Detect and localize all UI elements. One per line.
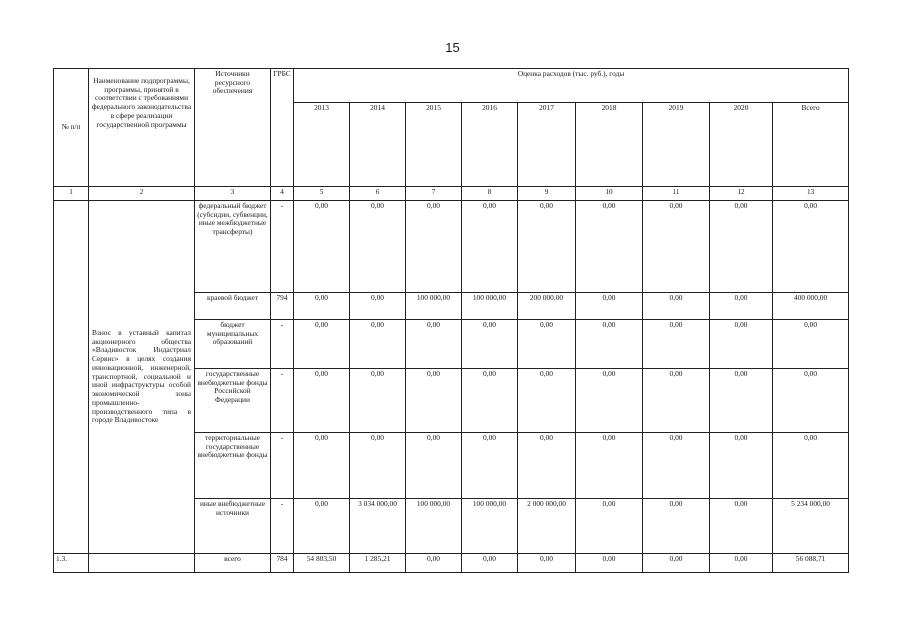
column-number: 12 (710, 187, 773, 201)
source-name: бюджет муниципальных образований (195, 320, 271, 369)
value-cell: 0,00 (350, 320, 406, 369)
value-cell: 3 034 000,00 (350, 499, 406, 554)
header-year: 2016 (462, 103, 518, 187)
value-cell: 0,00 (350, 201, 406, 293)
header-total: Всего (773, 103, 849, 187)
grbs-code: - (271, 499, 294, 554)
value-cell: 0,00 (350, 369, 406, 433)
header-year: 2020 (710, 103, 773, 187)
row-num: 1.3. (54, 554, 89, 573)
header-sources: Источники ресурсного обеспечения (195, 69, 271, 187)
grbs-code: - (271, 320, 294, 369)
value-cell: 0,00 (518, 201, 576, 293)
header-name: Наименование подпрограммы, программы, принятой в соответствии с требованиями федерального законодательства в сфере реализации государственной программы (89, 69, 195, 187)
value-cell: 54 803,50 (294, 554, 350, 573)
grbs-code: - (271, 201, 294, 293)
value-cell: 56 088,71 (773, 554, 849, 573)
item-description: Взнос в уставный капитал акционерного общества «Владивосток Индастриал Сервис» в целях создания инновационной, инженерной, транспортной, социальной и иной инфраструктуры особой экономической зоны промышленно-производственного типа в городе Владивостоке (89, 201, 195, 554)
value-cell: 200 000,00 (518, 293, 576, 320)
value-cell: 0,00 (294, 201, 350, 293)
value-cell: 400 000,00 (773, 293, 849, 320)
budget-table (53, 68, 849, 573)
column-number-row (54, 187, 849, 201)
value-cell: 0,00 (294, 499, 350, 554)
value-cell: 0,00 (406, 369, 462, 433)
value-cell: 0,00 (518, 320, 576, 369)
header-year: 2015 (406, 103, 462, 187)
value-cell: 0,00 (710, 554, 773, 573)
column-number: 9 (518, 187, 576, 201)
column-number: 2 (89, 187, 195, 201)
value-cell: 100 000,00 (462, 499, 518, 554)
value-cell: 0,00 (710, 320, 773, 369)
header-num: № п/п (54, 69, 89, 187)
column-number: 6 (350, 187, 406, 201)
value-cell: 0,00 (406, 433, 462, 499)
header-year: 2018 (576, 103, 643, 187)
column-number: 4 (271, 187, 294, 201)
value-cell: 0,00 (462, 320, 518, 369)
column-number: 10 (576, 187, 643, 201)
value-cell: 0,00 (576, 499, 643, 554)
table-row (54, 201, 849, 293)
value-cell: 0,00 (576, 293, 643, 320)
value-cell: 0,00 (518, 369, 576, 433)
source-name: государственные внебюджетные фонды Российской Федерации (195, 369, 271, 433)
value-cell: 0,00 (643, 201, 710, 293)
source-name: краевой бюджет (195, 293, 271, 320)
grbs-code: 794 (271, 293, 294, 320)
value-cell: 100 000,00 (462, 293, 518, 320)
value-cell: 0,00 (710, 499, 773, 554)
value-cell: 0,00 (576, 369, 643, 433)
value-cell: 0,00 (294, 433, 350, 499)
value-cell: 5 234 000,00 (773, 499, 849, 554)
value-cell: 0,00 (773, 433, 849, 499)
row-name-cell (89, 554, 195, 573)
value-cell: 0,00 (294, 293, 350, 320)
header-year: 2014 (350, 103, 406, 187)
value-cell: 0,00 (406, 320, 462, 369)
value-cell: 0,00 (643, 499, 710, 554)
value-cell: 0,00 (643, 293, 710, 320)
value-cell: 0,00 (294, 320, 350, 369)
value-cell: 0,00 (576, 554, 643, 573)
value-cell: 0,00 (643, 320, 710, 369)
value-cell: 0,00 (462, 369, 518, 433)
column-number: 7 (406, 187, 462, 201)
header-year: 2017 (518, 103, 576, 187)
value-cell: 1 285,21 (350, 554, 406, 573)
table-row-total (54, 554, 849, 573)
header-estimate: Оценка расходов (тыс. руб.), годы (294, 69, 849, 103)
value-cell: 0,00 (518, 554, 576, 573)
value-cell: 0,00 (462, 201, 518, 293)
value-cell: 0,00 (773, 201, 849, 293)
header-grbs: ГРБС (271, 69, 294, 187)
source-name: всего (195, 554, 271, 573)
value-cell: 0,00 (710, 369, 773, 433)
value-cell: 0,00 (576, 201, 643, 293)
value-cell: 0,00 (406, 201, 462, 293)
column-number: 13 (773, 187, 849, 201)
value-cell: 0,00 (350, 293, 406, 320)
grbs-code: - (271, 433, 294, 499)
column-number: 8 (462, 187, 518, 201)
grbs-code: - (271, 369, 294, 433)
value-cell: 0,00 (518, 433, 576, 499)
grbs-code: 784 (271, 554, 294, 573)
value-cell: 0,00 (773, 369, 849, 433)
value-cell: 0,00 (643, 433, 710, 499)
page-number: 15 (445, 40, 460, 55)
header-year: 2013 (294, 103, 350, 187)
value-cell: 0,00 (710, 433, 773, 499)
value-cell: 0,00 (710, 201, 773, 293)
value-cell: 0,00 (643, 369, 710, 433)
value-cell: 100 000,00 (406, 499, 462, 554)
value-cell: 100 000,00 (406, 293, 462, 320)
source-name: иные внебюджетные источники (195, 499, 271, 554)
column-number: 3 (195, 187, 271, 201)
value-cell: 0,00 (462, 433, 518, 499)
item-num-cell (54, 201, 89, 554)
value-cell: 0,00 (576, 433, 643, 499)
value-cell: 0,00 (643, 554, 710, 573)
value-cell: 0,00 (406, 554, 462, 573)
source-name: федеральный бюджет (субсидии, субвенции, иные межбюджетные трансферты) (195, 201, 271, 293)
value-cell: 0,00 (576, 320, 643, 369)
value-cell: 0,00 (773, 320, 849, 369)
header-row-1 (54, 69, 849, 103)
value-cell: 0,00 (294, 369, 350, 433)
column-number: 1 (54, 187, 89, 201)
column-number: 11 (643, 187, 710, 201)
value-cell: 2 000 000,00 (518, 499, 576, 554)
source-name: территориальные государственные внебюджетные фонды (195, 433, 271, 499)
header-year: 2019 (643, 103, 710, 187)
value-cell: 0,00 (710, 293, 773, 320)
value-cell: 0,00 (350, 433, 406, 499)
value-cell: 0,00 (462, 554, 518, 573)
column-number: 5 (294, 187, 350, 201)
